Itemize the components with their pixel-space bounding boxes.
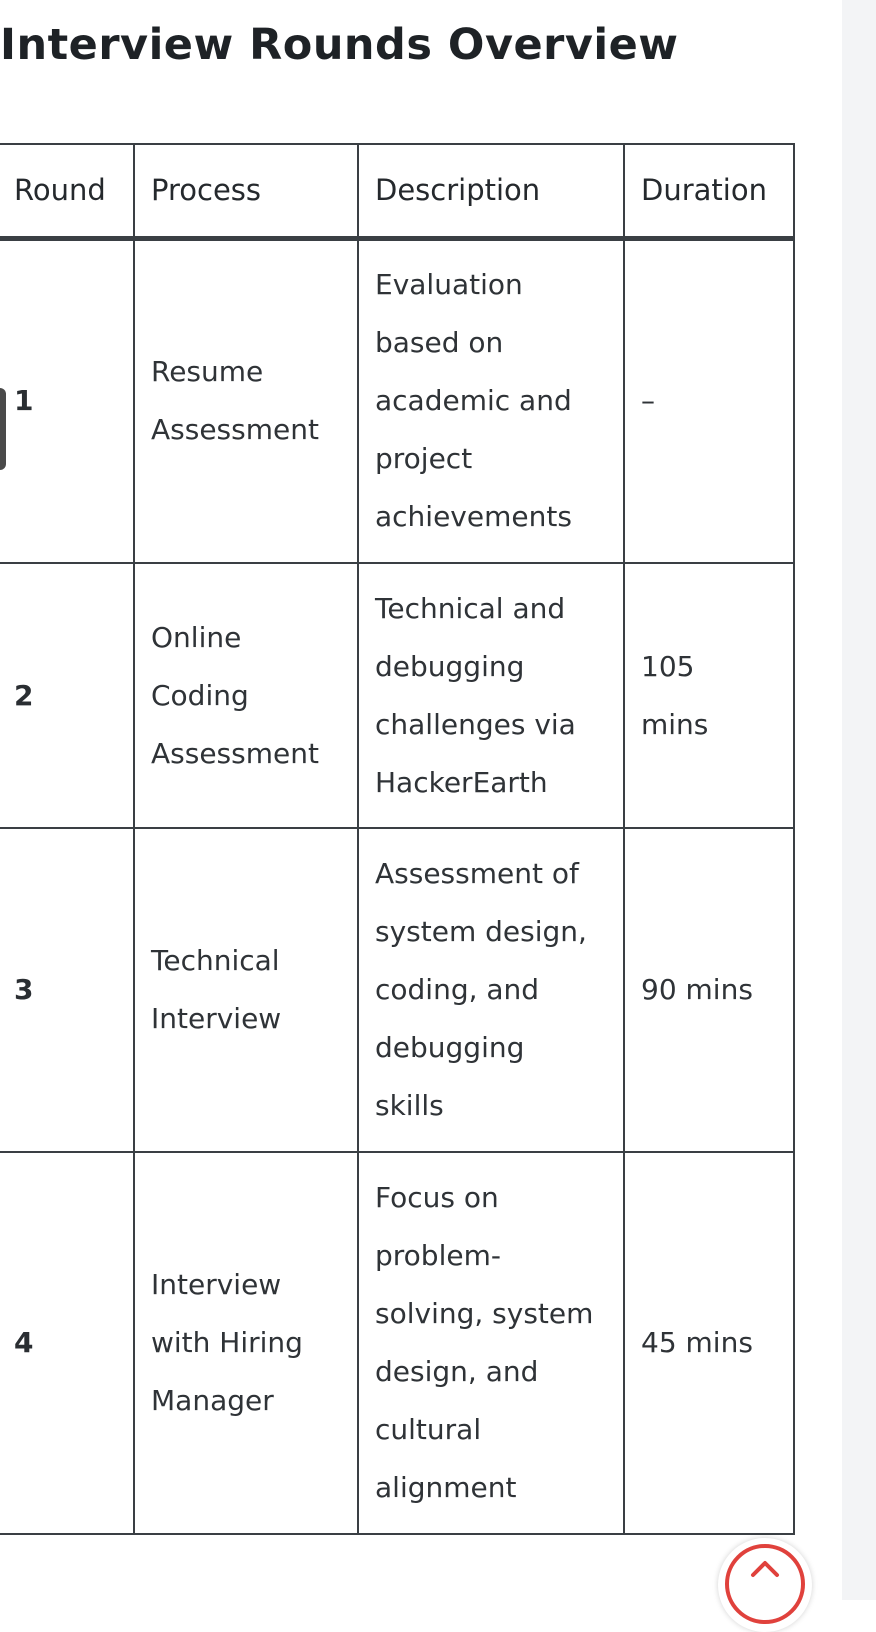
description-cell — [358, 563, 624, 828]
process-cell — [134, 238, 358, 563]
process-line: Coding — [151, 678, 249, 712]
description-cell — [358, 828, 624, 1152]
process-line: Manager — [151, 1384, 274, 1417]
description-line: coding, and — [375, 973, 540, 1006]
description-line: academic and — [375, 384, 572, 418]
table-row — [0, 563, 794, 828]
duration-cell — [624, 238, 794, 563]
interview-rounds-table-container — [0, 143, 795, 1535]
process-cell — [134, 1152, 358, 1534]
description-line: achievements — [375, 500, 572, 534]
scroll-up-icon — [750, 1558, 780, 1578]
table-row — [0, 238, 794, 563]
process-line: Assessment — [151, 413, 319, 447]
page-title: Interview Rounds Overview — [0, 20, 679, 70]
round-number: 3 — [0, 828, 134, 1152]
process-line: Online — [151, 620, 242, 654]
description-line: Focus on — [375, 1181, 499, 1214]
table-header-row — [0, 144, 794, 238]
description-line: skills — [375, 1089, 444, 1122]
description-line: Technical and — [375, 591, 566, 625]
process-cell — [134, 563, 358, 828]
description-cell — [358, 1152, 624, 1534]
duration-cell — [624, 563, 794, 828]
description-line: cultural — [375, 1413, 482, 1446]
round-number: 2 — [0, 563, 134, 828]
duration-line: 105 — [641, 649, 695, 683]
duration-cell — [624, 1152, 794, 1534]
table-row — [0, 828, 794, 1152]
interview-rounds-table — [0, 143, 795, 1535]
process-line: Resume — [151, 355, 264, 389]
description-line: Assessment of — [375, 857, 579, 890]
process-line: with Hiring — [151, 1326, 303, 1359]
round-number: 4 — [0, 1152, 134, 1534]
description-line: solving, system — [375, 1297, 594, 1330]
description-line: debugging — [375, 1031, 525, 1064]
process-line: Technical — [151, 944, 280, 977]
header-duration: Duration — [624, 144, 794, 238]
duration-line: 90 mins — [641, 973, 753, 1006]
description-line: Evaluation — [375, 268, 523, 302]
description-line: design, and — [375, 1355, 539, 1388]
duration-line: mins — [641, 707, 709, 741]
description-line: based on — [375, 326, 504, 360]
description-line: challenges via — [375, 707, 576, 741]
table-row — [0, 1152, 794, 1534]
description-line: system design, — [375, 915, 587, 948]
description-cell — [358, 238, 624, 563]
description-line: debugging — [375, 649, 525, 683]
process-line: Interview — [151, 1002, 282, 1035]
duration-line: 45 mins — [641, 1326, 753, 1359]
scroll-up-icon-ring — [725, 1544, 805, 1624]
process-line: Interview — [151, 1268, 282, 1301]
description-line: HackerEarth — [375, 765, 548, 799]
description-line: alignment — [375, 1471, 517, 1504]
scroll-to-top-button[interactable] — [718, 1538, 812, 1632]
process-cell — [134, 828, 358, 1152]
description-line: problem- — [375, 1239, 501, 1272]
process-line: Assessment — [151, 736, 319, 770]
duration-line: – — [641, 384, 655, 418]
header-process: Process — [134, 144, 358, 238]
right-gutter — [842, 0, 876, 1600]
duration-cell — [624, 828, 794, 1152]
round-number: 1 — [0, 238, 134, 563]
header-round: Round — [0, 144, 134, 238]
description-line: project — [375, 442, 473, 476]
header-description: Description — [358, 144, 624, 238]
